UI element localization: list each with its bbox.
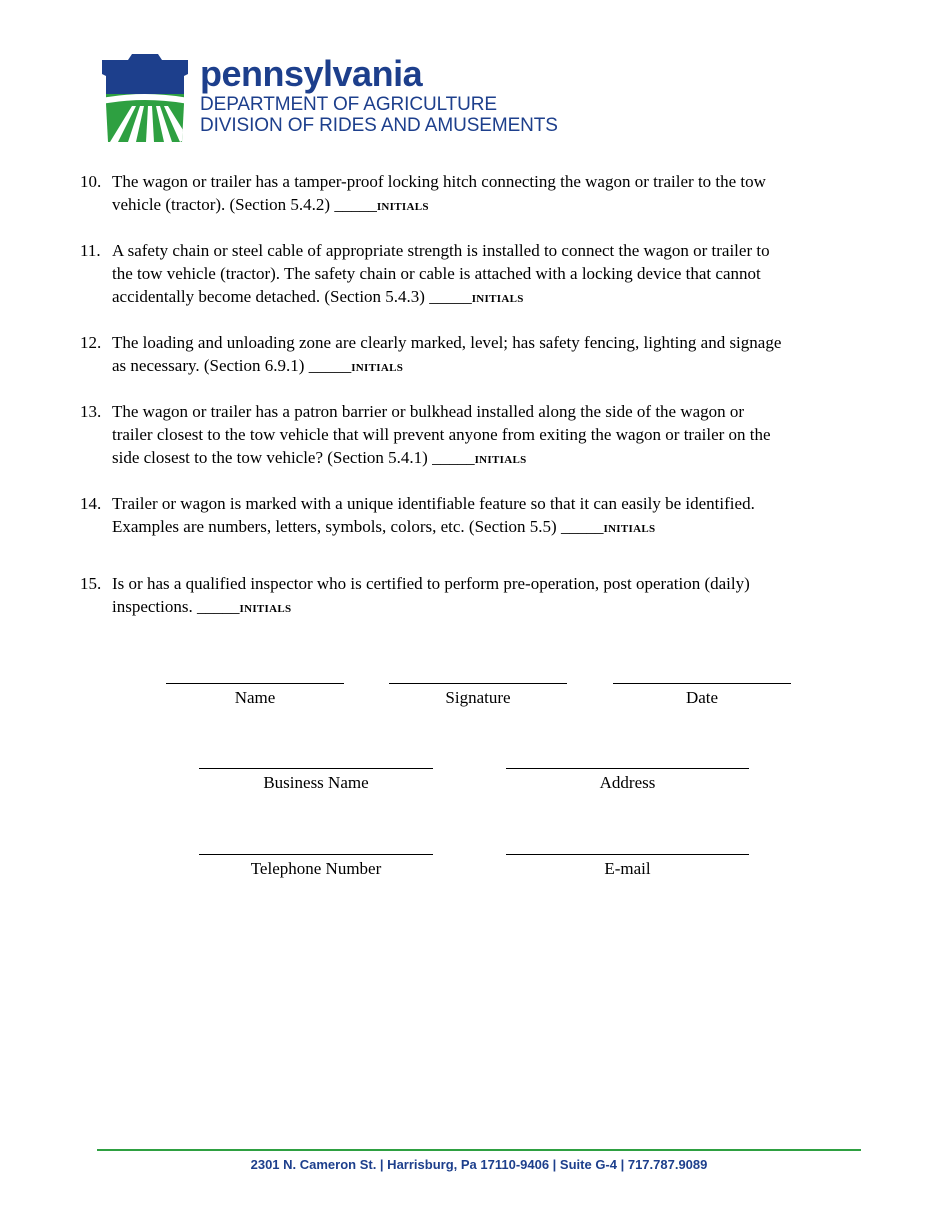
signature-line[interactable] — [389, 683, 567, 684]
item-number: 13. — [80, 402, 102, 421]
name-label: Name — [234, 688, 276, 707]
signature-label: Signature — [445, 688, 511, 707]
initials-label: INITIALS — [239, 603, 292, 615]
item-text-line: Trailer or wagon is marked with a unique identifiable feature so that it can easily be identified. — [112, 494, 755, 513]
initials-blank[interactable]: _____ — [429, 287, 472, 306]
initials-label: INITIALS — [376, 201, 429, 213]
telephone-line[interactable] — [199, 854, 433, 855]
business-name-field[interactable] — [199, 768, 433, 794]
initials-blank[interactable]: _____ — [197, 597, 240, 616]
logo-wordmark — [200, 54, 558, 136]
logo-department: DEPARTMENT OF AGRICULTURE — [200, 94, 497, 115]
footer-address: 2301 N. Cameron St. | Harrisburg, Pa 17110-9406 | Suite G-4 | 717.787.9089 — [250, 1157, 708, 1172]
footer-divider — [97, 1149, 861, 1151]
initials-label: INITIALS — [351, 362, 404, 374]
initials-label: INITIALS — [603, 523, 656, 535]
initials-blank[interactable]: _____ — [560, 517, 604, 536]
date-field[interactable] — [613, 683, 791, 709]
initials-blank[interactable]: _____ — [432, 448, 475, 467]
item-text-line: vehicle (tractor). (Section 5.4.2) — [112, 195, 335, 214]
email-line[interactable] — [506, 854, 749, 855]
item-text-line: Examples are numbers, letters, symbols, colors, etc. (Section 5.5) — [112, 517, 561, 536]
item-text-line: side closest to the tow vehicle? (Section 5.4.1) — [112, 448, 433, 467]
item-text-line: The loading and unloading zone are clearly marked, level; has safety fencing, lighting and signage — [112, 333, 782, 352]
item-text-line: A safety chain or steel cable of appropriate strength is installed to connect the wagon or trailer to — [112, 241, 770, 260]
logo-state-name: pennsylvania — [200, 53, 423, 94]
item-number: 12. — [80, 333, 102, 352]
item-number: 15. — [80, 574, 102, 593]
name-field[interactable] — [166, 683, 344, 709]
item-text-line: the tow vehicle (tractor). The safety chain or cable is attached with a locking device that cannot — [112, 264, 761, 283]
initials-label: INITIALS — [471, 293, 524, 305]
email-label: E-mail — [604, 859, 651, 878]
keystone-field-icon — [102, 54, 188, 142]
telephone-field[interactable] — [199, 854, 433, 880]
address-field[interactable] — [506, 768, 749, 794]
date-label: Date — [685, 688, 719, 707]
pa-agriculture-logo — [102, 54, 642, 146]
item-number: 14. — [80, 494, 102, 513]
item-text-line: inspections. — [112, 597, 197, 616]
item-number: 11. — [80, 241, 101, 260]
item-text-line: accidentally become detached. (Section 5.4.3) — [112, 287, 430, 306]
name-line[interactable] — [166, 683, 344, 684]
telephone-label: Telephone Number — [250, 859, 382, 878]
item-text-line: Is or has a qualified inspector who is certified to perform pre-operation, post operation (daily) — [112, 574, 750, 593]
address-label: Address — [599, 773, 656, 792]
initials-blank[interactable]: _____ — [308, 356, 352, 375]
logo-division: DIVISION OF RIDES AND AMUSEMENTS — [200, 115, 558, 136]
item-number: 10. — [80, 172, 102, 191]
business-name-line[interactable] — [199, 768, 433, 769]
address-line[interactable] — [506, 768, 749, 769]
item-text-line: The wagon or trailer has a tamper-proof locking hitch connecting the wagon or trailer to the tow — [112, 172, 766, 191]
email-field[interactable] — [506, 854, 749, 880]
signature-field[interactable] — [389, 683, 567, 709]
business-name-label: Business Name — [263, 773, 369, 792]
item-text-line: as necessary. (Section 6.9.1) — [112, 356, 309, 375]
initials-blank[interactable]: _____ — [334, 195, 377, 214]
item-text-line: trailer closest to the tow vehicle that will prevent anyone from exiting the wagon or trailer on the — [112, 425, 771, 444]
initials-label: INITIALS — [474, 454, 527, 466]
item-text-line: The wagon or trailer has a patron barrier or bulkhead installed along the side of the wagon or — [112, 402, 745, 421]
date-line[interactable] — [613, 683, 791, 684]
